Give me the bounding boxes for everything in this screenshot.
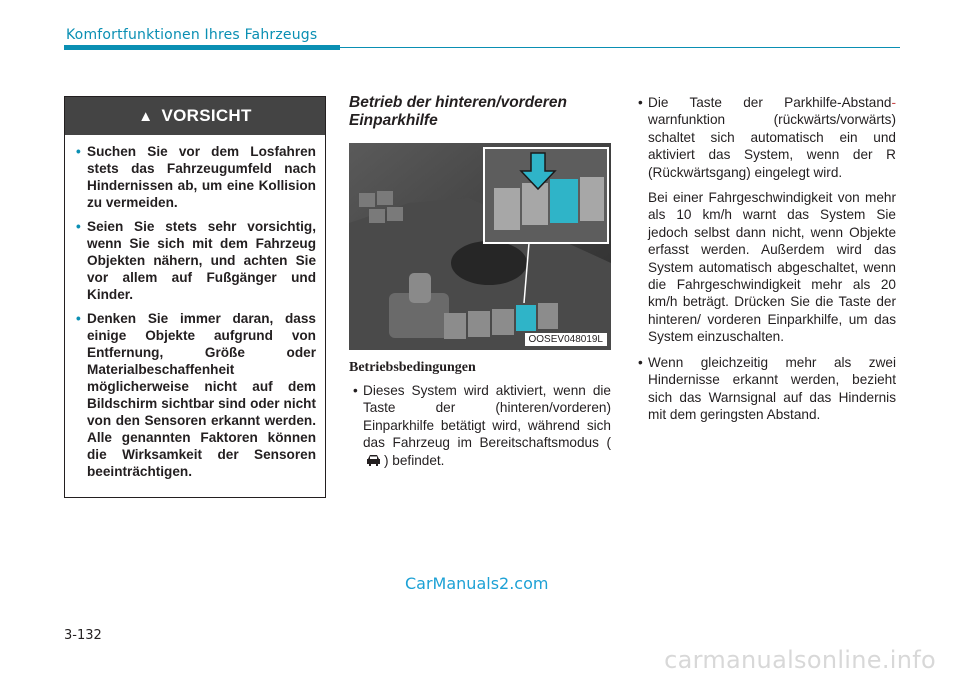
section-title: Betrieb der hinteren/vorderen Einparkhilfe bbox=[349, 94, 567, 129]
bullet-dot-icon: • bbox=[353, 383, 358, 398]
bullet-dot-icon: • bbox=[76, 311, 81, 326]
list-item: • Die Taste der Parkhilfe-Abstand- warnfunktion (rückwärts/vorwärts) schaltet sich automatisch ein und aktiviert das System, wenn der R (Rückwärtsgang) eingelegt wird. bbox=[638, 95, 896, 180]
console-illustration bbox=[349, 143, 611, 350]
speed-paragraph: Bei einer Fahrgeschwindigkeit von mehr als 10 km/h warnt das System Sie jedoch selbst dann nicht, wenn Objekte erfasst werden. Außerdem wird das System automatisch abgeschaltet, wenn die Fahrgeschwindigkeit mehr als 20 km/h beträgt. Drücken Sie die Taste der hinteren/ vorderen Einparkhilfe, um das System einzuschalten. bbox=[648, 190, 896, 345]
caution-heading: VORSICHT bbox=[161, 106, 252, 125]
bullet-dot-icon: • bbox=[76, 144, 81, 159]
warning-triangle-icon: ▲ bbox=[138, 107, 154, 125]
figure-code: OOSEV048019L bbox=[525, 333, 608, 346]
caution-box bbox=[64, 96, 326, 498]
caution-item: • Denken Sie immer daran, dass einige Objekte aufgrund von Entfernung, Größe oder Materialbeschaffenheit möglicherweise nicht auf dem Bildschirm sichtbar sind oder nicht von den Sensoren erkannt werden. Alle genannten Faktoren können die Wirksamkeit der Sensoren beeinträchtigen. bbox=[76, 311, 316, 479]
site-watermark: carmanualsonline.info bbox=[664, 646, 936, 674]
list-item: • Wenn gleichzeitig mehr als zwei Hindernisse erkannt werden, bezieht sich das Warnsignal auf das Hindernis mit dem geringsten Abstand. bbox=[638, 354, 896, 422]
column-middle bbox=[349, 94, 611, 477]
conditions-heading: Betriebsbedingungen bbox=[349, 360, 476, 375]
column-right bbox=[634, 94, 896, 431]
conditions-list bbox=[349, 382, 611, 469]
header-rule-thin bbox=[340, 47, 900, 48]
bullet-dot-icon: • bbox=[76, 219, 81, 234]
info-list-2 bbox=[634, 354, 896, 424]
bullet-dot-icon: • bbox=[638, 95, 643, 110]
caution-item: • Suchen Sie vor dem Losfahren stets das Fahrzeugumfeld nach Hindernissen ab, um eine Kollision zu vermeiden. bbox=[76, 144, 316, 210]
watermark-link[interactable]: CarManuals2.com bbox=[405, 574, 549, 593]
list-item: • Dieses System wird aktiviert, wenn die Taste der (hinteren/vorderen) Einparkhilfe betätigt wird, während sich das Fahrzeug im Bereitschaftsmodus () befindet. bbox=[353, 383, 611, 468]
section-header-title: Komfortfunktionen Ihres Fahrzeugs bbox=[66, 27, 318, 43]
parking-assist-figure bbox=[349, 143, 611, 350]
caution-list bbox=[65, 135, 325, 480]
info-list bbox=[634, 94, 896, 181]
caution-item: • Seien Sie stets sehr vorsichtig, wenn Sie sich mit dem Fahrzeug Objekten nähern, und achten Sie vor allem auf Fußgänger und Kinder. bbox=[76, 219, 316, 302]
car-ready-icon bbox=[365, 452, 382, 468]
bullet-dot-icon: • bbox=[638, 354, 643, 370]
caution-header bbox=[65, 97, 325, 135]
header-rule-thick bbox=[64, 45, 340, 50]
page-number: 3-132 bbox=[64, 628, 102, 643]
